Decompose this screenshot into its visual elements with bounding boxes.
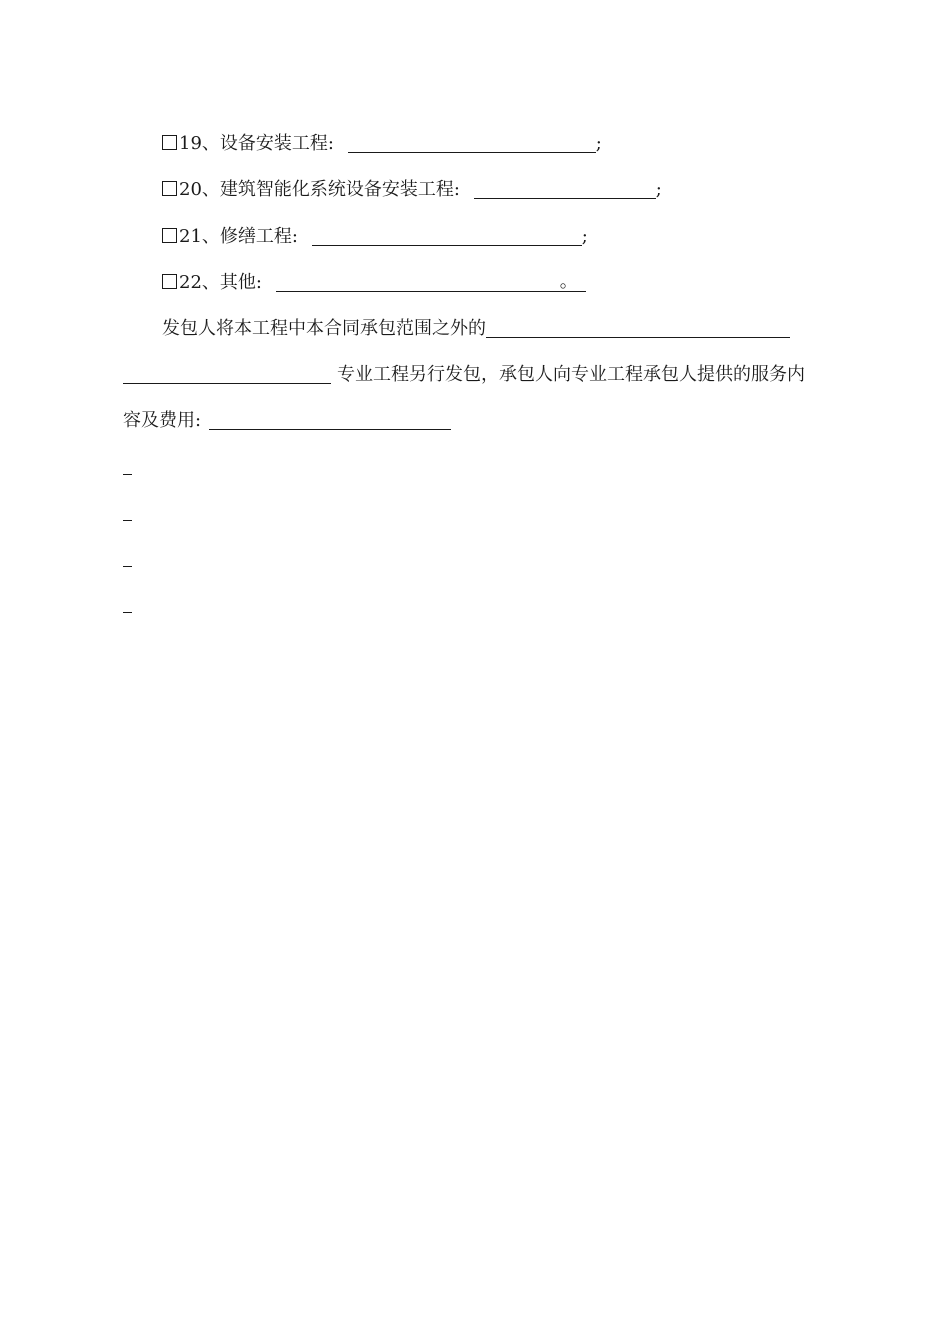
item-21-sep: 、 (201, 226, 220, 247)
checkbox-21[interactable] (162, 228, 177, 243)
item-21-end: ; (581, 226, 588, 247)
item-20-blank[interactable] (474, 178, 656, 199)
item-19 (162, 132, 602, 156)
item-19-sep: 、 (201, 133, 220, 154)
item-22-sep: 、 (201, 272, 220, 293)
checkbox-19[interactable] (162, 135, 177, 150)
item-20 (162, 178, 662, 202)
item-21-number: 21 (179, 226, 202, 247)
item-19-label: 设备安装工程: (219, 133, 334, 154)
item-22-blank-text: 。 (559, 271, 578, 292)
item-21-blank[interactable] (312, 225, 582, 246)
checkbox-22[interactable] (162, 274, 177, 289)
paragraph-blank-3[interactable] (209, 409, 451, 430)
item-22-label: 其他: (219, 272, 262, 293)
item-20-end: ; (655, 179, 662, 200)
paragraph-text-3: 容及费用: (123, 410, 202, 431)
item-22-number: 22 (179, 272, 202, 293)
dash-mark (123, 474, 132, 475)
item-20-number: 20 (179, 179, 202, 200)
paragraph-text-1: 发包人将本工程中本合同承包范围之外的 (162, 318, 486, 339)
item-21-label: 修缮工程: (219, 226, 298, 247)
dash-mark (123, 612, 132, 613)
dash-mark (123, 520, 132, 521)
item-22-blank[interactable] (276, 272, 586, 292)
dash-mark (123, 566, 132, 567)
item-19-end: ; (595, 133, 602, 154)
paragraph-text-2: 专业工程另行发包，承包人向专业工程承包人提供的服务内 (337, 364, 805, 385)
paragraph-blank-2[interactable] (123, 363, 331, 384)
paragraph-line-2 (123, 363, 805, 387)
paragraph-line-3 (123, 409, 451, 433)
checkbox-20[interactable] (162, 181, 177, 196)
item-20-label: 建筑智能化系统设备安装工程: (219, 179, 460, 200)
paragraph-blank-1[interactable] (486, 317, 790, 338)
item-19-number: 19 (179, 133, 202, 154)
item-21 (162, 225, 588, 249)
item-19-blank[interactable] (348, 132, 596, 153)
item-22 (162, 271, 586, 295)
item-20-sep: 、 (201, 179, 220, 200)
paragraph-line-1 (162, 317, 790, 341)
